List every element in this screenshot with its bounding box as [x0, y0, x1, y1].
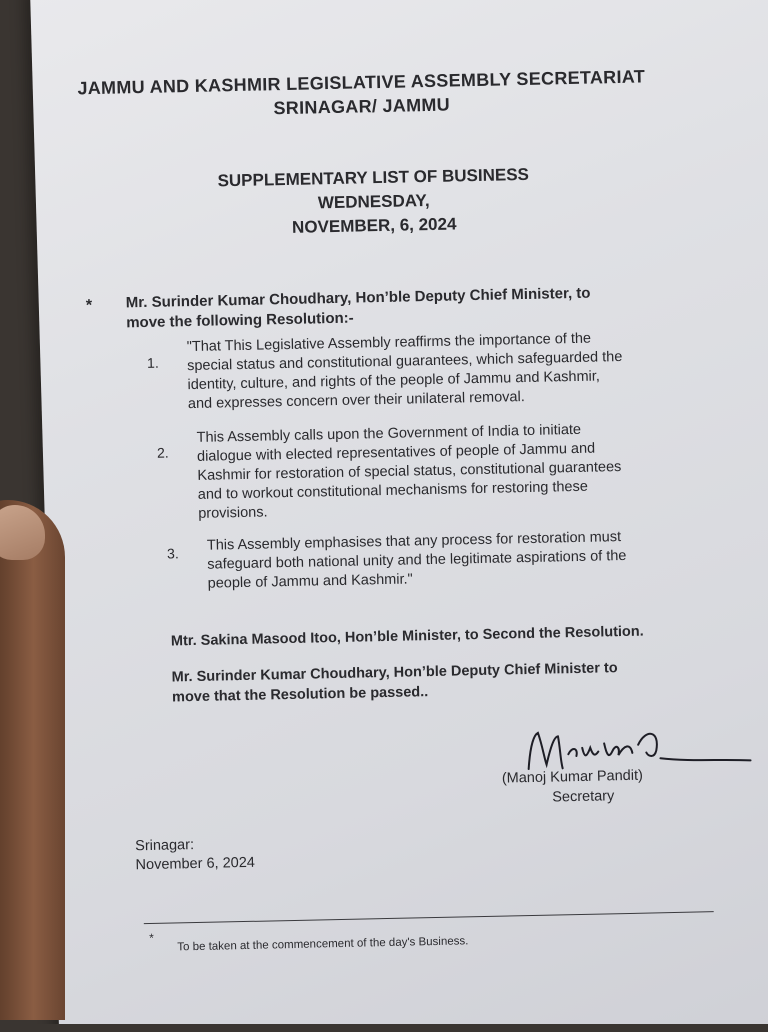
intro-asterisk: *: [85, 297, 93, 315]
pass-line-2: move that the Resolution be passed..: [171, 684, 429, 706]
item-2-line-2: dialogue with elected representatives of people of Jammu and: [196, 440, 596, 465]
item-2-line-4: and to workout constitutional mechanisms for restoring these: [197, 478, 589, 503]
signatory-designation: Secretary: [552, 788, 615, 806]
pass-line-1: Mr. Surinder Kumar Choudhary, Hon’ble Deputy Chief Minister to: [171, 660, 618, 686]
item-1-line-1: "That This Legislative Assembly reaffirms the importance of the: [186, 330, 592, 356]
item-2-line-1: This Assembly calls upon the Government of India to initiate: [196, 421, 582, 446]
item-2-number: 2.: [156, 444, 169, 461]
item-1-line-2: special status and constitutional guarantees, which safeguarded the: [186, 348, 623, 375]
title-line-1: SUPPLEMENTARY LIST OF BUSINESS: [217, 164, 530, 191]
signatory-name: (Manoj Kumar Pandit): [501, 767, 644, 787]
title-line-3: NOVEMBER, 6, 2024: [291, 214, 457, 237]
item-1-line-4: and expresses concern over their unilateral removal.: [187, 389, 525, 413]
item-3-number: 3.: [166, 545, 179, 562]
item-2-line-3: Kashmir for restoration of special status, constitutional guarantees: [197, 459, 622, 484]
item-1-line-3: identity, culture, and rights of the people of Jammu and Kashmir,: [187, 368, 601, 394]
intro-line-1: Mr. Surinder Kumar Choudhary, Hon’ble Deputy Chief Minister, to: [125, 284, 591, 312]
footnote-divider: [144, 911, 714, 924]
footnote-mark: *: [148, 930, 154, 946]
item-3-line-1: This Assembly emphasises that any process for restoration must: [206, 529, 622, 554]
item-3-line-2: safeguard both national unity and the legitimate aspirations of the: [207, 547, 627, 573]
place: Srinagar:: [135, 837, 195, 855]
header-line-2: SRINAGAR/ JAMMU: [273, 94, 451, 119]
item-1-number: 1.: [146, 354, 159, 371]
intro-line-2: move the following Resolution:-: [126, 309, 354, 332]
second-resolution: Mtr. Sakina Masood Itoo, Hon’ble Minister, to Second the Resolution.: [170, 623, 644, 650]
header-line-1: JAMMU AND KASHMIR LEGISLATIVE ASSEMBLY SECRETARIAT: [77, 66, 646, 99]
item-2-line-5: provisions.: [198, 504, 268, 522]
footnote-text: To be taken at the commencement of the day's Business.: [177, 935, 469, 954]
title-line-2: WEDNESDAY,: [317, 190, 430, 213]
item-3-line-3: people of Jammu and Kashmir.": [207, 571, 413, 592]
date: November 6, 2024: [135, 854, 256, 874]
